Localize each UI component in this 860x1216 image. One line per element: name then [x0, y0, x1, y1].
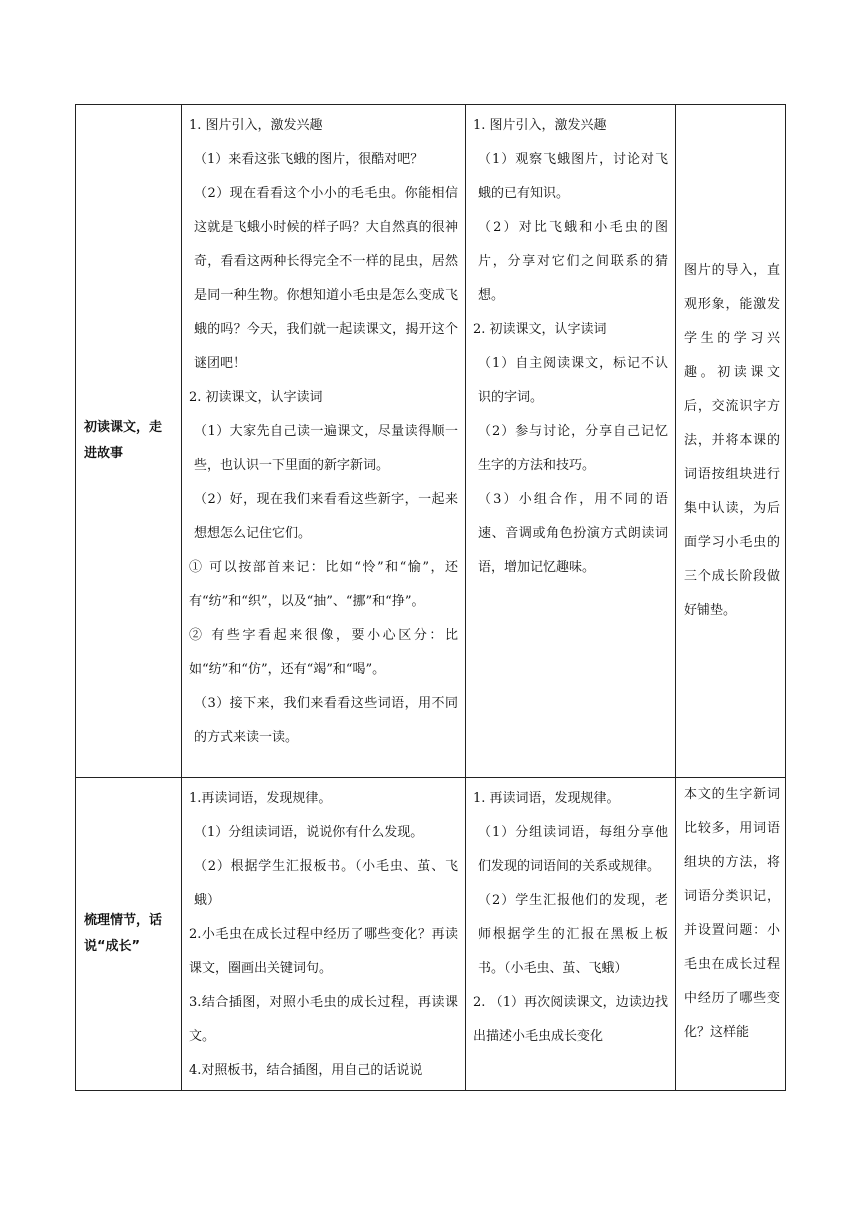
lesson-plan-table: [75, 104, 786, 1091]
student-line: （3）小组合作，用不同的语速、音调或角色扮演方式朗读词语，增加记忆趣味。: [478, 492, 668, 575]
teacher-line: （1）分组读词语，说说你有什么发现。: [194, 825, 424, 840]
student-line: （2）对比飞蛾和小毛虫的图片，分享对它们之间联系的猜想。: [478, 220, 668, 303]
design-intent-text: 本文的生字新词比较多，用词语组块的方法，将词语分类识记，并设置问题：小毛虫在成长过程中经历了哪些变化？这样能: [684, 787, 780, 1040]
table-row: [76, 105, 786, 778]
student-line: （1）观察飞蛾图片，讨论对飞蛾的已有知识。: [478, 152, 668, 201]
teacher-activity-cell: [182, 778, 466, 1091]
student-activity-cell: [466, 778, 676, 1091]
teacher-line: 2.小毛虫在成长过程中经历了哪些变化？再读课文，圈画出关键词句。: [189, 927, 458, 976]
teacher-line: 1.再读词语，发现规律。: [189, 791, 332, 806]
student-line: 1. 图片引入，激发兴趣: [473, 118, 607, 133]
teacher-line: 2. 初读课文，认字读词: [189, 390, 323, 405]
teacher-line: （2）现在看看这个小小的毛毛虫。你能相信这就是飞蛾小时候的样子吗？大自然真的很神奇，看看这两种长得完全不一样的昆虫，居然是同一种生物。你想知道小毛虫是怎么变成飞蛾的吗？今天，我们就一起读课文，揭开这个谜团吧！: [194, 186, 458, 371]
student-line: （1）自主阅读课文，标记不认识的字词。: [478, 356, 668, 405]
student-activity-cell: [466, 105, 676, 778]
student-line: （1）分组读词语，每组分享他们发现的词语间的关系或规律。: [478, 825, 668, 874]
teacher-line: （1）来看这张飞蛾的图片，很酷对吧？: [194, 152, 424, 167]
student-line: 1. 再读词语，发现规律。: [473, 791, 620, 806]
student-line: （2）学生汇报他们的发现，老师根据学生的汇报在黑板上板书。（小毛虫、茧、飞蛾）: [478, 893, 668, 976]
design-intent-text: 图片的导入，直观形象，能激发学生的学习兴趣。初读课文后，交流识字方法，并将本课的词语按组块进行集中认读，为后面学习小毛虫的三个成长阶段做好铺垫。: [684, 263, 780, 618]
teacher-line: （2）根据学生汇报板书。（小毛虫、茧、飞蛾）: [194, 859, 458, 908]
student-line: 2. 初读课文，认字读词: [473, 322, 607, 337]
teacher-line: （3）接下来，我们来看看这些词语，用不同的方式来读一读。: [194, 696, 458, 745]
teacher-line: ② 有些字看起来很像，要小心区分：比如“纺”和“仿”，还有“竭”和“喝”。: [189, 628, 458, 677]
stage-cell: 梳理情节，话说“成长”: [76, 778, 182, 1091]
teacher-line: ① 可以按部首来记：比如“怜”和“愉”，还有“纺”和“织”，以及“抽”、“挪”和“挣”。: [189, 560, 458, 609]
student-line: （2）参与讨论，分享自己记忆生字的方法和技巧。: [478, 424, 668, 473]
design-intent-cell: [676, 105, 786, 778]
teacher-line: 3.结合插图，对照小毛虫的成长过程，再读课文。: [189, 995, 458, 1044]
teacher-line: （1）大家先自己读一遍课文，尽量读得顺一些，也认识一下里面的新字新词。: [194, 424, 458, 473]
table-row: [76, 778, 786, 1091]
teacher-line: 1. 图片引入，激发兴趣: [189, 118, 323, 133]
student-line: 2. （1）再次阅读课文，边读边找出描述小毛虫成长变化: [473, 995, 668, 1044]
teacher-activity-cell: [182, 105, 466, 778]
teacher-line: 4.对照板书，结合插图，用自己的话说说: [189, 1063, 423, 1078]
stage-cell: 初读课文，走进故事: [76, 105, 182, 778]
teacher-line: （2）好，现在我们来看看这些新字，一起来想想怎么记住它们。: [194, 492, 458, 541]
design-intent-cell: [676, 778, 786, 1091]
